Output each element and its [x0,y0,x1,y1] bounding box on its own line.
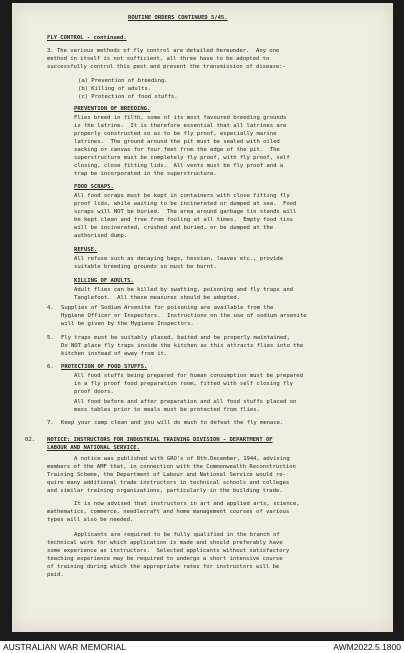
text-line: types will also be needed. [47,517,134,523]
text-line: closing, close fitting lids. All vents must be fly proof and a [74,163,284,169]
paragraph-number: 5. [47,335,54,341]
text-line: All food before and after preparation and all food stuffs placed on [74,399,297,405]
text-line: suitable breeding grounds so must be burnt. [74,264,217,270]
text-line: scraps will NOT be buried. The area around garbage tin stands will [74,209,297,215]
text-line: Flies breed in filth, some of its most favoured breeding grounds [74,115,287,121]
section-heading: PROTECTION OF FOOD STUFFS. [61,364,148,370]
footer-credit: AUSTRALIAN WAR MEMORIAL [3,642,126,652]
text-line: It is now advised that instructors in art and applied arts, science, [74,501,300,507]
text-line: All food stuffs being prepared for human consumption must be prepared [74,373,303,379]
text-line: authorised dump. [74,233,128,239]
footer-bar [0,641,404,653]
document-heading: ROUTINE ORDERS CONTINUED 5/45. [128,15,228,21]
text-line: quire many additional trade instructors in technical schools and colleges [47,480,290,486]
text-line: will be incinerated, crushed and buried, or be dumped at the [74,225,274,231]
text-line: trap be incorporated in the superstructure. [74,171,217,177]
text-line: Hygiene Officer or Inspectors. Instructions on the use of sodium arsenite [61,313,307,319]
notice-heading: NOTICE: INSTRUCTORS FOR INDUSTRIAL TRAINING DIVISION - DEPARTMENT OF [47,437,273,443]
text-line: All food scraps must be kept in containers with close fitting fly [74,193,290,199]
text-line: proof lids, while waiting to be incinerated or dumped at sea. Food [74,201,297,207]
text-line: Tanglefoot. All these measures should be adopted. [74,295,240,301]
text-line: superstructure must be completely fly proof, with fly proof, self [74,155,290,161]
notice-heading: LABOUR AND NATIONAL SERVICE. [47,445,140,451]
footer-accession-number: AWM2022.5.1800 [333,642,401,652]
text-line: latrines. The ground around the pit must be sealed with oiled [74,139,280,145]
text-line: Adult flies can be killed by swatting, poisoning and fly traps and [74,287,293,293]
text-line: Applicants are required to be fully qualified in the branch of [74,532,280,538]
order-number: 02. [25,437,35,443]
text-line: technical work for which application is made and should preferably have [47,540,283,546]
text-line: members of the AMF that, in connection with the Commonwealth Reconstruction [47,464,296,470]
text-line: 3. The various methods of fly control are detailed hereunder. Any one [47,48,280,54]
text-line: kitchen instead of away from it. [61,351,168,357]
text-line: method in itself is not sufficient, all three have to be adopted to [47,56,270,62]
text-line: some experience as instructors. Selected applicants without satisfactory [47,548,290,554]
list-item: (c) Protection of food stuffs. [78,94,178,100]
text-line: Fly traps must be suitably placed, baited and be properly maintained, [61,335,290,341]
text-line: Supplies of Sodium Arsenite for poisoning are available from the [61,305,274,311]
text-line: sacking or canvas for four feet from the edge of the pit. The [74,147,280,153]
text-line: proof doors. [74,389,114,395]
paragraph-number: 7. [47,420,54,426]
text-line: successfully control this pest and prevent the transmission of disease:- [47,64,286,70]
text-line: Training Scheme, the Department of Labour and National Service would re- [47,472,286,478]
text-line: in a fly proof food preparation room, fitted with self closing fly [74,381,293,387]
section-heading: KILLING OF ADULTS. [74,278,134,284]
text-line: of training during which the appropriate rates for instructors will be [47,564,280,570]
list-item: (a) Prevention of breeding. [78,78,168,84]
paragraph-number: 6. [47,364,54,370]
section-heading: FOOD SCRAPS. [74,184,114,190]
text-line: be kept clean and free from fouling at all times. Empty food tins [74,217,293,223]
text-line: is the latrine. It is therefore essential that all latrines are [74,123,287,129]
text-line: A notice was published with GRO's of 8th.December, 1944, advising [74,456,290,462]
text-line: mess tables prior to meals must be protected from flies. [74,407,260,413]
text-line: properly constructed so as to be fly proof, especially marine [74,131,277,137]
text-line: Keep your camp clean and you will do much to defeat the fly menace. [61,420,284,426]
text-line: will be given by the Hygiene Inspectors. [61,321,194,327]
list-item: (b) Killing of adults. [78,86,151,92]
text-line: mathematics, commerce, needlecraft and home management courses of various [47,509,290,515]
text-line: paid. [47,572,64,578]
text-line: All refuse such as decaying bags, hessian, leaves etc., provide [74,256,284,262]
text-line: Do NOT place fly traps inside the kitchen as this attracts flies into the [61,343,304,349]
section-heading: FLY CONTROL - continued. [47,35,127,41]
text-line: teaching experience may be required to undergo a short intensive course [47,556,283,562]
text-line: and similar training organizations, particularly in the building trade. [47,488,283,494]
paragraph-number: 4. [47,305,54,311]
section-heading: REFUSE. [74,247,98,253]
document-page [12,3,393,632]
section-heading: PREVENTION OF BREEDING. [74,106,151,112]
